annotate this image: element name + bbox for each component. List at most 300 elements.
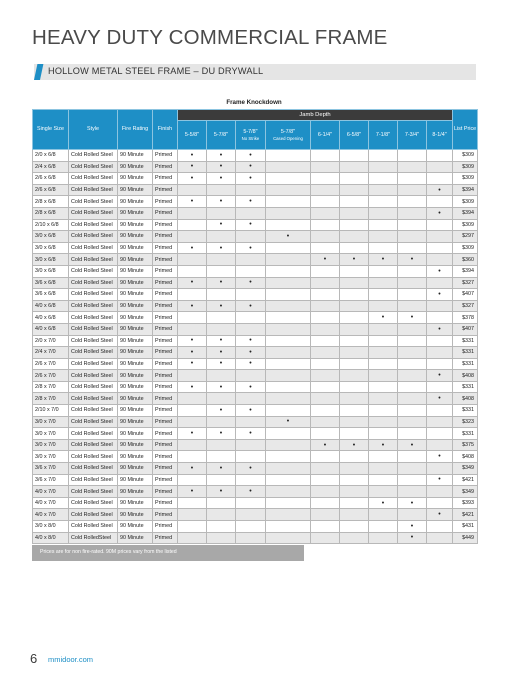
cell-empty [236, 231, 266, 243]
cell-fire-rating: 90 Minute [118, 242, 153, 254]
jamb-col-label: 8-1/4" [432, 131, 447, 138]
cell-available-dot: • [178, 463, 207, 475]
table-row [33, 231, 478, 243]
cell-empty [427, 219, 453, 231]
cell-list-price: $421 [453, 474, 478, 486]
cell-fire-rating: 90 Minute [118, 439, 153, 451]
cell-available-dot: • [236, 405, 266, 417]
cell-style: Cold Rolled Steel [69, 277, 118, 289]
cell-empty [398, 242, 427, 254]
cell-empty [398, 323, 427, 335]
cell-empty [207, 184, 236, 196]
cell-finish: Primed [153, 474, 178, 486]
cell-style: Cold Rolled Steel [69, 231, 118, 243]
cell-finish: Primed [153, 265, 178, 277]
cell-list-price: $309 [453, 150, 478, 162]
cell-empty [311, 196, 340, 208]
cell-style: Cold Rolled Steel [69, 509, 118, 521]
cell-empty [427, 428, 453, 440]
cell-finish: Primed [153, 509, 178, 521]
cell-style: Cold Rolled Steel [69, 254, 118, 266]
cell-empty [340, 416, 369, 428]
cell-style: Cold Rolled Steel [69, 335, 118, 347]
cell-empty [340, 497, 369, 509]
cell-empty [427, 231, 453, 243]
cell-list-price: $331 [453, 405, 478, 417]
cell-list-price: $297 [453, 231, 478, 243]
cell-style: Cold Rolled Steel [69, 439, 118, 451]
section-accent-mark [34, 64, 43, 80]
cell-empty [340, 474, 369, 486]
cell-empty [236, 323, 266, 335]
cell-empty [178, 532, 207, 544]
cell-finish: Primed [153, 405, 178, 417]
cell-fire-rating: 90 Minute [118, 463, 153, 475]
jamb-col-label: 6-1/4" [317, 131, 333, 138]
cell-empty [340, 196, 369, 208]
cell-empty [369, 277, 398, 289]
cell-empty [207, 312, 236, 324]
cell-fire-rating: 90 Minute [118, 312, 153, 324]
cell-empty [207, 393, 236, 405]
cell-empty [236, 265, 266, 277]
cell-empty [369, 161, 398, 173]
price-table [32, 109, 478, 544]
cell-available-dot: • [369, 497, 398, 509]
cell-available-dot: • [178, 150, 207, 162]
cell-empty [311, 474, 340, 486]
cell-available-dot: • [207, 428, 236, 440]
cell-finish: Primed [153, 532, 178, 544]
cell-finish: Primed [153, 173, 178, 185]
cell-list-price: $431 [453, 521, 478, 533]
cell-empty [369, 416, 398, 428]
cell-available-dot: • [427, 451, 453, 463]
cell-empty [427, 405, 453, 417]
cell-empty [236, 509, 266, 521]
cell-empty [369, 381, 398, 393]
cell-empty [340, 347, 369, 359]
cell-empty [340, 312, 369, 324]
cell-available-dot: • [207, 358, 236, 370]
cell-empty [398, 196, 427, 208]
cell-available-dot: • [236, 196, 266, 208]
cell-empty [266, 439, 311, 451]
table-row [33, 347, 478, 359]
cell-empty [398, 289, 427, 301]
cell-list-price: $331 [453, 428, 478, 440]
cell-available-dot: • [340, 439, 369, 451]
cell-empty [207, 254, 236, 266]
cell-empty [311, 381, 340, 393]
cell-empty [340, 277, 369, 289]
cell-empty [207, 289, 236, 301]
jamb-col-label: 6-5/8" [346, 131, 362, 138]
cell-empty [340, 428, 369, 440]
cell-empty [427, 486, 453, 498]
cell-empty [178, 265, 207, 277]
cell-available-dot: • [236, 173, 266, 185]
cell-available-dot: • [178, 428, 207, 440]
cell-empty [398, 405, 427, 417]
table-row [33, 196, 478, 208]
table-row [33, 300, 478, 312]
cell-fire-rating: 90 Minute [118, 358, 153, 370]
cell-available-dot: • [427, 289, 453, 301]
cell-empty [427, 196, 453, 208]
cell-empty [311, 497, 340, 509]
cell-empty [266, 242, 311, 254]
cell-finish: Primed [153, 242, 178, 254]
cell-available-dot: • [207, 335, 236, 347]
cell-available-dot: • [236, 381, 266, 393]
cell-size: 3/0 x 6/8 [33, 231, 69, 243]
cell-size: 2/6 x 7/0 [33, 370, 69, 382]
cell-size: 4/0 x 6/8 [33, 312, 69, 324]
cell-fire-rating: 90 Minute [118, 265, 153, 277]
page-number: 6 [30, 651, 38, 666]
cell-empty [427, 312, 453, 324]
cell-empty [427, 277, 453, 289]
cell-finish: Primed [153, 521, 178, 533]
cell-empty [369, 509, 398, 521]
cell-empty [266, 323, 311, 335]
table-row [33, 532, 478, 544]
cell-available-dot: • [236, 347, 266, 359]
cell-finish: Primed [153, 312, 178, 324]
cell-empty [311, 265, 340, 277]
cell-empty [427, 150, 453, 162]
cell-available-dot: • [369, 254, 398, 266]
cell-finish: Primed [153, 347, 178, 359]
cell-available-dot: • [178, 347, 207, 359]
cell-finish: Primed [153, 393, 178, 405]
cell-style: Cold Rolled Steel [69, 405, 118, 417]
cell-size: 2/10 x 7/0 [33, 405, 69, 417]
cell-empty [340, 184, 369, 196]
cell-size: 2/0 x 7/0 [33, 335, 69, 347]
cell-empty [369, 242, 398, 254]
jamb-col-sublabel: Cased Opening [273, 135, 303, 141]
cell-empty [236, 521, 266, 533]
cell-available-dot: • [178, 300, 207, 312]
cell-empty [340, 370, 369, 382]
cell-style: Cold Rolled Steel [69, 219, 118, 231]
cell-empty [340, 335, 369, 347]
cell-empty [266, 300, 311, 312]
cell-list-price: $331 [453, 335, 478, 347]
table-row [33, 219, 478, 231]
cell-finish: Primed [153, 323, 178, 335]
cell-empty [427, 532, 453, 544]
cell-empty [236, 289, 266, 301]
price-table-body [33, 150, 478, 544]
cell-available-dot: • [427, 265, 453, 277]
cell-empty [369, 463, 398, 475]
cell-empty [311, 150, 340, 162]
cell-empty [369, 184, 398, 196]
cell-empty [178, 497, 207, 509]
cell-empty [311, 207, 340, 219]
cell-available-dot: • [236, 300, 266, 312]
cell-empty [178, 393, 207, 405]
cell-available-dot: • [207, 347, 236, 359]
cell-empty [340, 381, 369, 393]
table-row [33, 289, 478, 301]
cell-size: 3/0 x 7/0 [33, 439, 69, 451]
cell-empty [398, 207, 427, 219]
cell-available-dot: • [178, 486, 207, 498]
cell-empty [311, 300, 340, 312]
cell-empty [427, 300, 453, 312]
table-row [33, 381, 478, 393]
table-row [33, 323, 478, 335]
header-row-top [33, 110, 478, 121]
table-row [33, 416, 478, 428]
cell-style: Cold Rolled Steel [69, 463, 118, 475]
cell-size: 3/0 x 6/8 [33, 254, 69, 266]
cell-empty [427, 439, 453, 451]
cell-empty [311, 277, 340, 289]
cell-style: Cold Rolled Steel [69, 323, 118, 335]
cell-empty [266, 474, 311, 486]
cell-empty [398, 184, 427, 196]
cell-empty [178, 509, 207, 521]
cell-available-dot: • [207, 242, 236, 254]
cell-empty [178, 289, 207, 301]
cell-fire-rating: 90 Minute [118, 474, 153, 486]
cell-empty [398, 416, 427, 428]
cell-empty [266, 173, 311, 185]
cell-finish: Primed [153, 416, 178, 428]
cell-finish: Primed [153, 300, 178, 312]
cell-available-dot: • [207, 173, 236, 185]
cell-empty [178, 521, 207, 533]
header-jamb-col [266, 121, 311, 150]
cell-list-price: $360 [453, 254, 478, 266]
cell-fire-rating: 90 Minute [118, 196, 153, 208]
cell-available-dot: • [398, 439, 427, 451]
table-row [33, 161, 478, 173]
cell-list-price: $408 [453, 451, 478, 463]
cell-available-dot: • [427, 370, 453, 382]
cell-empty [207, 521, 236, 533]
cell-empty [266, 347, 311, 359]
cell-size: 2/8 x 7/0 [33, 393, 69, 405]
cell-empty [178, 254, 207, 266]
header-jamb-col [398, 121, 427, 150]
cell-empty [369, 393, 398, 405]
cell-empty [398, 173, 427, 185]
cell-available-dot: • [207, 219, 236, 231]
cell-empty [340, 532, 369, 544]
cell-empty [369, 300, 398, 312]
cell-empty [178, 323, 207, 335]
cell-available-dot: • [427, 323, 453, 335]
cell-empty [340, 265, 369, 277]
header-jamb-col [311, 121, 340, 150]
cell-empty [178, 219, 207, 231]
cell-empty [340, 173, 369, 185]
cell-available-dot: • [236, 358, 266, 370]
cell-empty [427, 347, 453, 359]
cell-available-dot: • [178, 242, 207, 254]
jamb-col-label: 7-1/8" [375, 131, 391, 138]
cell-empty [311, 416, 340, 428]
cell-empty [266, 428, 311, 440]
cell-empty [340, 231, 369, 243]
header-jamb-col [340, 121, 369, 150]
cell-empty [311, 486, 340, 498]
cell-fire-rating: 90 Minute [118, 335, 153, 347]
cell-finish: Primed [153, 161, 178, 173]
cell-size: 2/8 x 7/0 [33, 381, 69, 393]
cell-fire-rating: 90 Minute [118, 486, 153, 498]
cell-empty [236, 532, 266, 544]
table-row [33, 173, 478, 185]
table-row [33, 486, 478, 498]
table-row [33, 358, 478, 370]
footnote: Prices are for non fire-rated. 90M prices vary from the listed [32, 545, 304, 561]
cell-finish: Primed [153, 428, 178, 440]
cell-available-dot: • [266, 231, 311, 243]
cell-empty [311, 405, 340, 417]
cell-empty [266, 358, 311, 370]
cell-available-dot: • [207, 463, 236, 475]
cell-empty [398, 370, 427, 382]
cell-available-dot: • [311, 254, 340, 266]
section-title: HOLLOW METAL STEEL FRAME – DU DRYWALL [48, 66, 264, 76]
cell-empty [311, 347, 340, 359]
cell-style: Cold Rolled Steel [69, 393, 118, 405]
table-caption: Frame Knockdown [226, 99, 282, 106]
cell-finish: Primed [153, 463, 178, 475]
cell-style: Cold Rolled Steel [69, 150, 118, 162]
cell-size: 4/0 x 7/0 [33, 497, 69, 509]
cell-empty [178, 207, 207, 219]
cell-empty [266, 150, 311, 162]
cell-empty [266, 532, 311, 544]
cell-empty [398, 358, 427, 370]
cell-available-dot: • [236, 242, 266, 254]
cell-list-price: $309 [453, 242, 478, 254]
cell-empty [311, 242, 340, 254]
cell-style: Cold Rolled Steel [69, 300, 118, 312]
cell-style: Cold Rolled Steel [69, 196, 118, 208]
header-jamb-col [207, 121, 236, 150]
jamb-col-sublabel: No Strike [241, 135, 260, 141]
table-row [33, 184, 478, 196]
cell-size: 4/0 x 7/0 [33, 486, 69, 498]
cell-empty [427, 173, 453, 185]
cell-available-dot: • [398, 254, 427, 266]
cell-style: Cold Rolled Steel [69, 486, 118, 498]
header-jamb-col [178, 121, 207, 150]
cell-empty [266, 463, 311, 475]
section-header [34, 64, 476, 80]
cell-style: Cold Rolled Steel [69, 161, 118, 173]
cell-empty [369, 289, 398, 301]
cell-finish: Primed [153, 219, 178, 231]
cell-empty [311, 370, 340, 382]
cell-list-price: $349 [453, 486, 478, 498]
cell-fire-rating: 90 Minute [118, 521, 153, 533]
cell-empty [266, 207, 311, 219]
cell-finish: Primed [153, 254, 178, 266]
cell-list-price: $331 [453, 381, 478, 393]
cell-empty [427, 463, 453, 475]
cell-available-dot: • [178, 277, 207, 289]
cell-size: 3/0 x 6/8 [33, 242, 69, 254]
cell-size: 3/0 x 6/8 [33, 265, 69, 277]
header-style: Style [69, 110, 118, 150]
cell-style: Cold Rolled Steel [69, 173, 118, 185]
cell-empty [236, 451, 266, 463]
cell-empty [178, 416, 207, 428]
cell-size: 2/8 x 6/8 [33, 196, 69, 208]
cell-empty [266, 254, 311, 266]
cell-empty [369, 219, 398, 231]
table-row [33, 474, 478, 486]
cell-list-price: $378 [453, 312, 478, 324]
cell-empty [340, 486, 369, 498]
cell-size: 4/0 x 6/8 [33, 323, 69, 335]
cell-size: 3/6 x 7/0 [33, 463, 69, 475]
cell-empty [398, 463, 427, 475]
table-row [33, 370, 478, 382]
cell-style: Cold Rolled Steel [69, 474, 118, 486]
cell-empty [369, 428, 398, 440]
cell-available-dot: • [207, 161, 236, 173]
cell-empty [369, 486, 398, 498]
cell-empty [340, 161, 369, 173]
cell-empty [369, 451, 398, 463]
cell-empty [178, 370, 207, 382]
cell-empty [340, 242, 369, 254]
cell-empty [266, 509, 311, 521]
website-link[interactable]: mmidoor.com [48, 655, 94, 664]
cell-finish: Primed [153, 497, 178, 509]
cell-empty [340, 289, 369, 301]
cell-fire-rating: 90 Minute [118, 532, 153, 544]
cell-size: 3/0 x 7/0 [33, 451, 69, 463]
cell-empty [266, 393, 311, 405]
cell-available-dot: • [340, 254, 369, 266]
cell-empty [236, 312, 266, 324]
cell-available-dot: • [178, 161, 207, 173]
cell-list-price: $331 [453, 358, 478, 370]
cell-empty [266, 381, 311, 393]
table-row [33, 521, 478, 533]
cell-available-dot: • [207, 486, 236, 498]
cell-style: Cold Rolled Steel [69, 416, 118, 428]
cell-style: Cold Rolled Steel [69, 312, 118, 324]
cell-style: Cold Rolled Steel [69, 521, 118, 533]
cell-empty [266, 370, 311, 382]
cell-style: Cold Rolled Steel [69, 207, 118, 219]
cell-list-price: $407 [453, 323, 478, 335]
cell-style: Cold RolledSteel [69, 532, 118, 544]
cell-fire-rating: 90 Minute [118, 173, 153, 185]
cell-empty [266, 405, 311, 417]
cell-size: 4/0 x 8/0 [33, 532, 69, 544]
cell-available-dot: • [178, 173, 207, 185]
cell-available-dot: • [427, 184, 453, 196]
cell-finish: Primed [153, 277, 178, 289]
cell-empty [178, 312, 207, 324]
cell-size: 2/10 x 6/8 [33, 219, 69, 231]
table-row [33, 265, 478, 277]
